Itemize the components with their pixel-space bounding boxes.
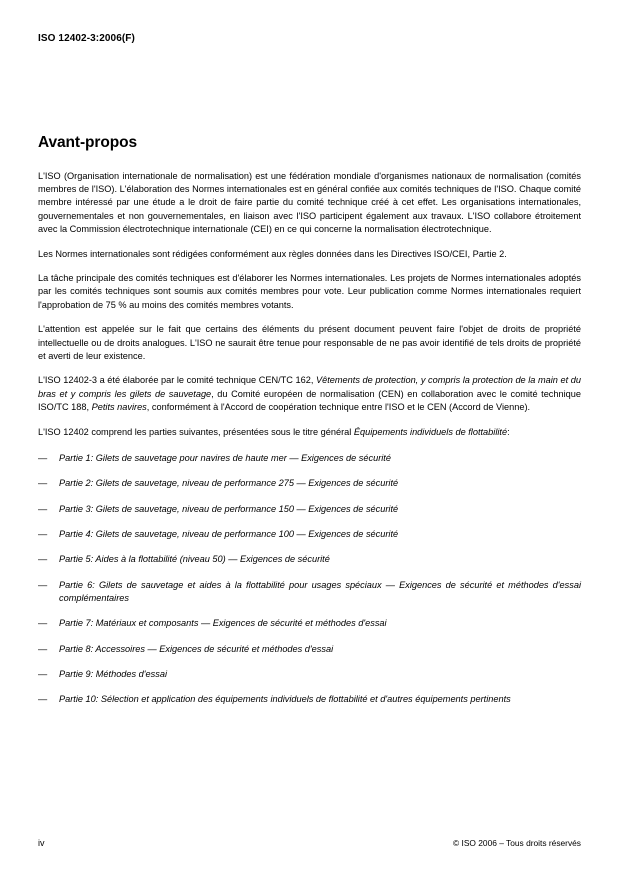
em-dash-bullet-icon: — — [38, 528, 48, 539]
list-item — [38, 617, 581, 630]
em-dash-bullet-icon: — — [38, 452, 48, 463]
committee-origin-text-3: , conformément à l'Accord de coopération technique entre l'ISO et le CEN (Accord de Vienne). — [146, 401, 531, 412]
paragraph-iso-description: L'ISO (Organisation internationale de normalisation) est une fédération mondiale d'organismes nationaux de normalisation (comités membres de l'ISO). L'élaboration des Normes internationales est en général confiée aux comités techniques de l'ISO. Chaque comité membre intéressé par une étude a le droit de faire partie du comité technique créé à cet effet. Les organisations internationales, gouvernementales et non gouvernementales, en liaison avec l'ISO participent également aux travaux. L'ISO collabore étroitement avec la Commission électrotechnique internationale (CEI) en ce qui concerne la normalisation électrotechnique. — [38, 171, 581, 234]
list-item — [38, 668, 581, 681]
committee-title-cen: Vêtements de protection, y compris la protection de la main et du bras et y compris les gilets de sauvetage — [38, 375, 581, 399]
paragraph-parts-intro — [38, 426, 581, 439]
list-item — [38, 643, 581, 656]
em-dash-bullet-icon: — — [38, 579, 48, 590]
list-item — [38, 579, 581, 605]
list-item-label: Partie 3: Gilets de sauvetage, niveau de performance 150 — Exigences de sécurité — [59, 503, 399, 514]
list-item-label: Partie 2: Gilets de sauvetage, niveau de performance 275 — Exigences de sécurité — [59, 478, 399, 489]
paragraph-voting-process: La tâche principale des comités techniques est d'élaborer les Normes internationales. Les projets de Normes internationales adoptés par les comités techniques sont soumis aux comités membres pour vote. Leur publication comme Normes internationales requiert l'approbation de 75 % au moins des comités membres votants. — [38, 273, 581, 310]
list-item-label: Partie 1: Gilets de sauvetage pour navires de haute mer — Exigences de sécurité — [59, 452, 391, 463]
page-footer — [38, 838, 581, 848]
parts-list — [38, 452, 581, 707]
committee-origin-text-1: L'ISO 12402-3 a été élaborée par le comité technique CEN/TC 162, — [38, 375, 316, 386]
list-item-label: Partie 4: Gilets de sauvetage, niveau de performance 100 — Exigences de sécurité — [59, 528, 399, 539]
parts-intro-text-1: L'ISO 12402 comprend les parties suivantes, présentées sous le titre général — [38, 426, 354, 437]
list-item — [38, 528, 581, 541]
paragraph-directives: Les Normes internationales sont rédigées conformément aux règles données dans les Directives ISO/CEI, Partie 2. — [38, 248, 507, 259]
list-item-label: Partie 8: Accessoires — Exigences de sécurité et méthodes d'essai — [59, 643, 334, 654]
document-content — [38, 134, 581, 719]
list-item — [38, 503, 581, 516]
copyright-notice: © ISO 2006 – Tous droits réservés — [453, 838, 581, 848]
em-dash-bullet-icon: — — [38, 643, 48, 654]
list-item — [38, 452, 581, 465]
general-title-flottabilite: Équipements individuels de flottabilité — [353, 426, 508, 437]
list-item-label: Partie 10: Sélection et application des équipements individuels de flottabilité et d'autres équipements pertinents — [59, 694, 511, 705]
em-dash-bullet-icon: — — [38, 694, 48, 705]
list-item — [38, 693, 581, 706]
committee-origin-text-2: , du Comité européen de normalisation (CEN) en collaboration avec le comité technique ISO/TC 188, — [38, 388, 581, 412]
page-title: Avant-propos — [38, 134, 137, 151]
list-item — [38, 553, 581, 566]
em-dash-bullet-icon: — — [38, 554, 48, 565]
list-item-label: Partie 9: Méthodes d'essai — [59, 669, 167, 680]
em-dash-bullet-icon: — — [38, 478, 48, 489]
paragraph-committee-origin — [38, 374, 581, 414]
committee-title-iso: Petits navires — [91, 401, 147, 412]
document-header-reference: ISO 12402-3:2006(F) — [38, 33, 135, 44]
list-item-label: Partie 5: Aides à la flottabilité (niveau 50) — Exigences de sécurité — [59, 554, 330, 565]
parts-intro-text-2: : — [507, 426, 510, 437]
list-item-label: Partie 6: Gilets de sauvetage et aides à la flottabilité pour usages spéciaux — Exigences de sécurité et méthodes d'essai complémentaires — [59, 579, 581, 603]
paragraph-patent-rights: L'attention est appelée sur le fait que certains des éléments du présent document peuvent faire l'objet de droits de propriété intellectuelle ou de droits analogues. L'ISO ne saurait être tenue pour responsable de ne pas avoir identifié de tels droits de propriété et averti de leur existence. — [38, 324, 581, 361]
list-item-label: Partie 7: Matériaux et composants — Exigences de sécurité et méthodes d'essai — [59, 618, 387, 629]
page-number: iv — [38, 838, 45, 848]
em-dash-bullet-icon: — — [38, 503, 48, 514]
em-dash-bullet-icon: — — [38, 669, 48, 680]
em-dash-bullet-icon: — — [38, 618, 48, 629]
list-item — [38, 477, 581, 490]
